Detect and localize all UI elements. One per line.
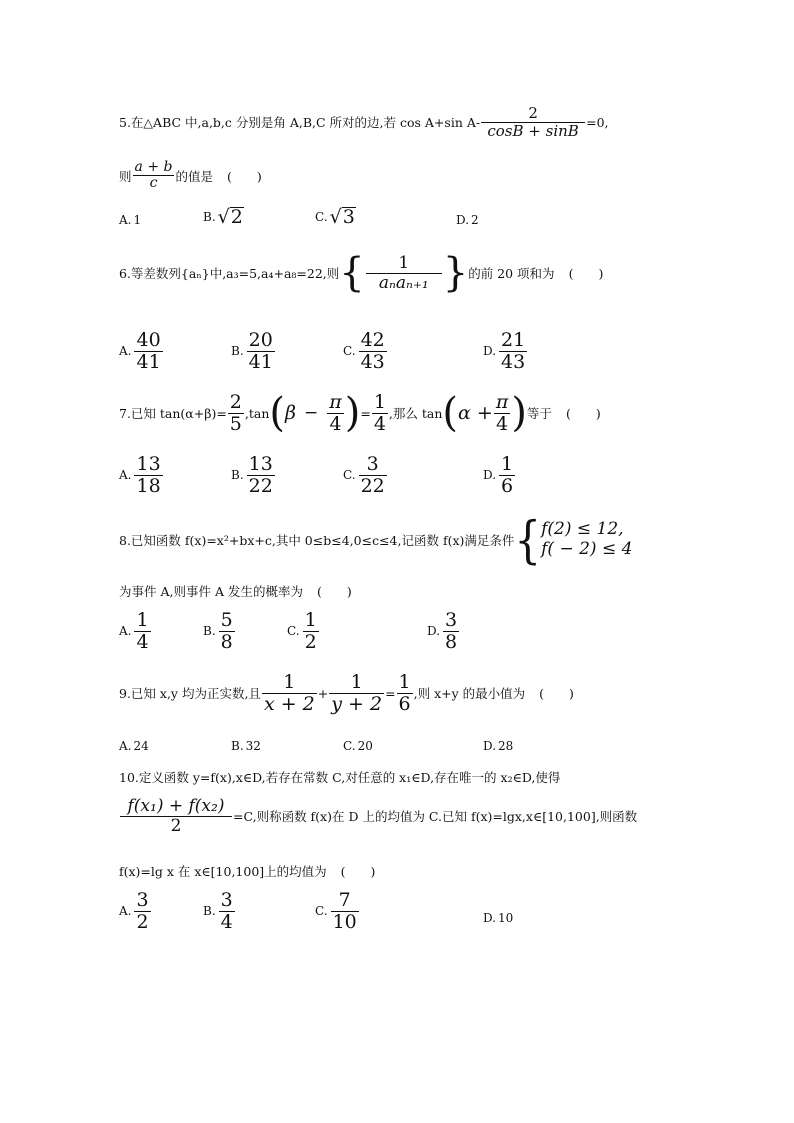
option-label: B. — [231, 468, 244, 483]
q8-option-d — [427, 610, 460, 653]
option-num: 20 — [248, 329, 273, 351]
option-den: 2 — [304, 630, 317, 653]
q9-option-d — [483, 739, 513, 753]
option-den: 4 — [136, 630, 149, 653]
q8-condition-2: f( − 2) ≤ 4 — [541, 539, 633, 559]
q6-option-c — [343, 330, 388, 373]
q5-stem-end: =0, — [586, 114, 609, 130]
option-num: 40 — [136, 329, 161, 351]
option-fraction — [134, 454, 162, 497]
q9-f3-num: 1 — [398, 671, 411, 693]
q7-minus: − — [303, 403, 319, 424]
option-value: 3 — [342, 206, 355, 229]
option-num: 3 — [366, 453, 379, 475]
option-label: C. — [343, 739, 356, 753]
option-label: B. — [203, 624, 216, 639]
option-value: 2 — [471, 213, 479, 227]
q7-pi-over-4-b — [494, 392, 511, 435]
option-den: 4 — [220, 910, 233, 933]
q7-fraction-2 — [372, 392, 388, 435]
q9-f1-den: x + 2 — [263, 692, 315, 715]
q7-four: 4 — [329, 412, 342, 435]
q7-pi: π — [329, 391, 342, 413]
option-label: B. — [231, 739, 244, 753]
left-paren-icon: ( — [442, 390, 459, 437]
option-den: 43 — [501, 350, 526, 373]
q10-answer-blank: ( ) — [340, 864, 376, 879]
option-value: 2 — [230, 206, 243, 229]
q5-ratio-fraction — [133, 160, 175, 192]
option-num: 13 — [136, 453, 161, 475]
option-fraction — [499, 330, 527, 373]
option-label: C. — [343, 344, 356, 359]
q5-fraction-den: cosB + sinB — [487, 121, 579, 140]
option-num: 1 — [136, 609, 149, 631]
option-value: 24 — [133, 739, 149, 753]
option-num: 13 — [248, 453, 273, 475]
q9-fraction-1 — [262, 672, 317, 715]
option-label: D. — [483, 911, 497, 925]
option-label: D. — [483, 344, 497, 359]
option-num: 1 — [501, 453, 514, 475]
option-fraction — [219, 610, 235, 653]
option-fraction — [134, 610, 150, 653]
option-label: A. — [119, 468, 132, 483]
q7-f2-den: 4 — [373, 412, 386, 435]
q6-option-a — [119, 330, 164, 373]
q9-fraction-3 — [397, 672, 413, 715]
option-label: A. — [119, 213, 132, 227]
option-label: D. — [456, 213, 470, 227]
option-value: 28 — [498, 739, 514, 753]
option-den: 6 — [501, 474, 514, 497]
left-paren-icon: ( — [269, 390, 285, 437]
q8-stem-text: 8.已知函数 f(x)=x²+bx+c,其中 0≤b≤4,0≤c≤4,记函数 f(x)满足条件 — [119, 533, 515, 548]
q9-f1-num: 1 — [283, 671, 296, 693]
option-value: 20 — [357, 739, 373, 753]
q7-option-c — [343, 454, 388, 497]
q7-beta: β — [285, 402, 296, 425]
q7-stem — [119, 392, 601, 435]
q5-fraction-num: 2 — [528, 104, 538, 122]
q9-stem — [119, 672, 574, 715]
option-label: B. — [203, 210, 216, 224]
option-num: 42 — [360, 329, 385, 351]
sqrt-symbol: √ 3 — [329, 206, 355, 229]
q7-pi-over-4 — [327, 392, 344, 435]
q8-stem-line2 — [119, 582, 352, 600]
q8-option-b — [203, 610, 236, 653]
option-den: 8 — [445, 630, 458, 653]
q8-condition-1: f(2) ≤ 12, — [541, 519, 624, 540]
q7-stem-end: 等于 — [526, 406, 552, 422]
q9-f2-den: y + 2 — [331, 692, 383, 715]
q8-option-a — [119, 610, 152, 653]
q7-f1-den: 5 — [229, 412, 242, 435]
right-paren-icon: ) — [511, 390, 527, 437]
left-brace-icon: { — [339, 250, 365, 296]
q5-answer-blank: ( ) — [226, 168, 262, 184]
q7-option-b — [231, 454, 276, 497]
q7-stem-text: 7.已知 tan(α+β)= — [119, 406, 227, 422]
option-num: 3 — [220, 889, 233, 911]
option-label: A. — [119, 739, 132, 753]
option-fraction — [134, 890, 150, 933]
q8-line2-text: 为事件 A,则事件 A 发生的概率为 — [119, 584, 303, 599]
q7-four-b: 4 — [496, 412, 509, 435]
q7-eq: = — [360, 405, 371, 421]
option-label: A. — [119, 904, 132, 919]
option-fraction — [359, 330, 387, 373]
option-den: 22 — [360, 474, 385, 497]
q8-stem — [119, 510, 633, 569]
option-num: 7 — [338, 889, 351, 911]
q6-option-d — [483, 330, 528, 373]
left-brace-icon: { — [514, 510, 542, 569]
option-fraction — [359, 454, 387, 497]
q5-line2-prefix: 则 — [119, 168, 132, 184]
q5-line2-suffix: 的值是 — [175, 168, 213, 184]
q5-ratio-num: a + b — [134, 159, 173, 175]
q9-option-a — [119, 739, 149, 753]
option-den: 18 — [136, 474, 161, 497]
option-den: 10 — [332, 910, 357, 933]
q8-condition-system — [541, 520, 632, 559]
option-fraction — [331, 890, 359, 933]
q7-option-a — [119, 454, 164, 497]
q9-f2-num: 1 — [350, 671, 363, 693]
option-den: 22 — [248, 474, 273, 497]
option-num: 5 — [220, 609, 233, 631]
option-fraction — [219, 890, 235, 933]
q9-answer-blank: ( ) — [539, 686, 574, 702]
q8-option-c — [287, 610, 320, 653]
q5-option-c — [315, 206, 356, 228]
option-label: C. — [315, 210, 328, 224]
q7-stem-mid: ,那么 tan — [388, 406, 443, 422]
q8-answer-blank: ( ) — [316, 584, 352, 599]
q10-mean-fraction — [120, 797, 232, 835]
option-num: 3 — [136, 889, 149, 911]
q6-set-fraction — [366, 254, 442, 292]
option-fraction — [134, 330, 162, 373]
q5-option-a — [119, 213, 141, 227]
q9-stem-text: 9.已知 x,y 均为正实数,且 — [119, 686, 261, 702]
q5-option-b — [203, 206, 244, 228]
q10-line3-text: f(x)=lg x 在 x∈[10,100]上的均值为 — [119, 864, 327, 879]
option-label: D. — [427, 624, 441, 639]
q7-pi-b: π — [495, 391, 509, 413]
option-fraction — [499, 454, 515, 497]
q10-line2-text: =C,则称函数 f(x)在 D 上的均值为 C.已知 f(x)=lgx,x∈[10,100],则函数 — [233, 809, 638, 825]
q6-stem — [119, 250, 604, 296]
q6-set-den: aₙaₙ₊₁ — [378, 272, 429, 293]
option-label: D. — [483, 739, 497, 753]
option-den: 43 — [360, 350, 385, 373]
q5-option-d — [456, 213, 479, 227]
q10-stem-line1 — [119, 768, 560, 786]
q7-option-d — [483, 454, 516, 497]
q6-set-num: 1 — [398, 252, 410, 273]
q6-answer-blank: ( ) — [568, 266, 604, 281]
option-label: C. — [315, 904, 328, 919]
option-den: 41 — [248, 350, 273, 373]
q7-tan-text: ,tan — [244, 405, 270, 421]
option-fraction — [303, 610, 319, 653]
option-label: C. — [343, 468, 356, 483]
option-fraction — [247, 330, 275, 373]
option-label: B. — [203, 904, 216, 919]
q5-stem-line2 — [119, 160, 262, 192]
q7-answer-blank: ( ) — [565, 406, 601, 422]
q5-ratio-den: c — [149, 175, 158, 192]
option-label: D. — [483, 468, 497, 483]
q10-frac-den: 2 — [170, 815, 182, 836]
option-den: 2 — [136, 910, 149, 933]
q9-f3-den: 6 — [398, 692, 411, 715]
option-fraction — [247, 454, 275, 497]
q10-frac-num: f(x₁) + f(x₂) — [127, 796, 225, 816]
q6-option-b — [231, 330, 276, 373]
option-num: 21 — [501, 329, 526, 351]
right-brace-icon: } — [442, 250, 469, 296]
q9-stem-end: ,则 x+y 的最小值为 — [413, 686, 526, 702]
q5-fraction — [481, 105, 585, 139]
q9-plus: + — [317, 685, 329, 701]
option-num: 1 — [304, 609, 317, 631]
right-paren-icon: ) — [344, 390, 361, 437]
option-fraction — [443, 610, 459, 653]
q10-option-a — [119, 890, 152, 933]
option-value: 1 — [133, 213, 142, 227]
option-label: B. — [231, 344, 244, 359]
q6-stem-text: 6.等差数列{aₙ}中,a₃=5,a₄+a₈=22,则 — [119, 266, 340, 281]
option-value: 32 — [245, 739, 261, 753]
q9-eq: = — [385, 685, 396, 701]
q5-stem-line1 — [119, 105, 609, 139]
option-label: A. — [119, 344, 132, 359]
option-value: 10 — [498, 911, 514, 925]
option-den: 8 — [220, 630, 233, 653]
q6-stem-end: 的前 20 项和为 — [468, 266, 555, 281]
option-label: A. — [119, 624, 132, 639]
option-label: C. — [287, 624, 300, 639]
q10-option-b — [203, 890, 236, 933]
q10-option-d — [483, 911, 513, 925]
q10-option-c — [315, 890, 360, 933]
sqrt-symbol: √ 2 — [217, 206, 243, 229]
q10-stem-line2 — [119, 797, 637, 835]
q9-option-c — [343, 739, 373, 753]
q9-fraction-2 — [329, 672, 384, 715]
q9-option-b — [231, 739, 261, 753]
q10-stem-line3 — [119, 862, 375, 880]
q5-stem-text: 5.在△ABC 中,a,b,c 分别是角 A,B,C 所对的边,若 cos A+sin A- — [119, 115, 481, 130]
q10-line1-text: 10.定义函数 y=f(x),x∈D,若存在常数 C,对任意的 x₁∈D,存在唯一的 x₂∈D,使得 — [119, 770, 561, 785]
q7-f1-num: 2 — [229, 391, 242, 413]
option-num: 3 — [445, 609, 458, 631]
q7-fraction-1 — [228, 392, 244, 435]
q7-alpha-plus: α + — [458, 402, 493, 425]
q7-f2-num: 1 — [373, 391, 386, 413]
option-den: 41 — [136, 350, 161, 373]
